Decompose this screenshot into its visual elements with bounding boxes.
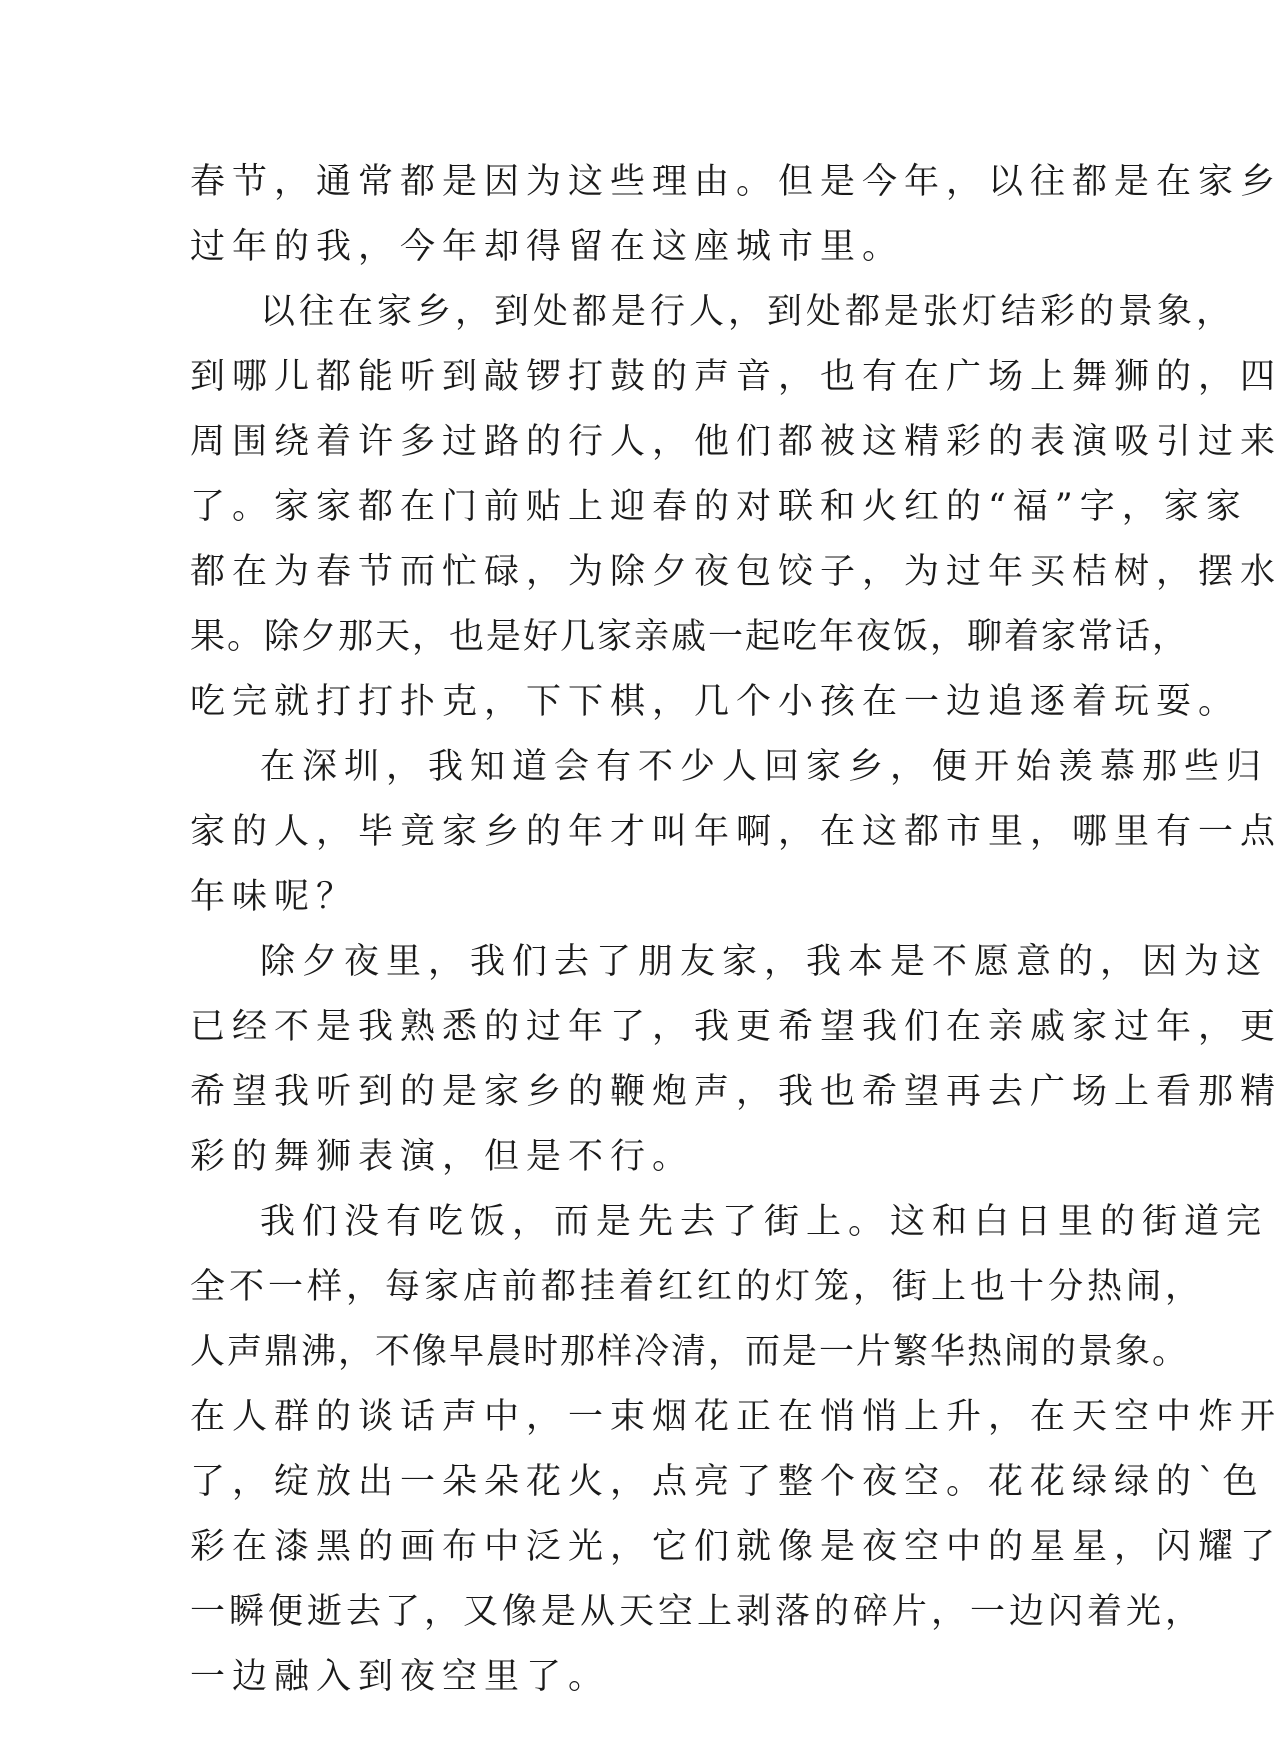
text-line: 了，绽放出一朵朵花火，点亮了整个夜空。花花绿绿的`色 bbox=[190, 1462, 1265, 1502]
text-line: 到哪儿都能听到敲锣打鼓的声音，也有在广场上舞狮的，四 bbox=[190, 357, 1282, 397]
text-line: 已经不是我熟悉的过年了，我更希望我们在亲戚家过年，更 bbox=[190, 1007, 1282, 1047]
text-line: 彩的舞狮表演，但是不行。 bbox=[190, 1137, 695, 1177]
text-line: 了。家家都在门前贴上迎春的对联和火红的“福”字，家家 bbox=[190, 487, 1248, 527]
text-line: 在深圳，我知道会有不少人回家乡，便开始羡慕那些归 bbox=[260, 747, 1269, 787]
paragraph-4 bbox=[190, 930, 1282, 1190]
text-line: 春节，通常都是因为这些理由。但是今年，以往都是在家乡 bbox=[190, 162, 1282, 202]
text-line: 希望我听到的是家乡的鞭炮声，我也希望再去广场上看那精 bbox=[190, 1072, 1282, 1112]
paragraph-3 bbox=[190, 735, 1282, 930]
paragraph-2 bbox=[190, 280, 1282, 735]
text-line: 除夕夜里，我们去了朋友家，我本是不愿意的，因为这 bbox=[260, 942, 1269, 982]
paragraph-5 bbox=[190, 1190, 1282, 1710]
text-line: 全不一样，每家店前都挂着红红的灯笼，街上也十分热闹， bbox=[190, 1267, 1205, 1307]
document-body bbox=[190, 150, 1282, 1710]
text-line: 以往在家乡，到处都是行人，到处都是张灯结彩的景象， bbox=[260, 292, 1236, 332]
text-line: 人声鼎沸，不像早晨时那样冷清，而是一片繁华热闹的景象。 bbox=[190, 1332, 1190, 1372]
paragraph-1 bbox=[190, 150, 1282, 280]
text-line: 吃完就打打扑克，下下棋，几个小孩在一边追逐着玩耍。 bbox=[190, 682, 1241, 722]
text-line: 一边融入到夜空里了。 bbox=[190, 1657, 611, 1697]
text-line: 一瞬便逝去了，又像是从天空上剥落的碎片，一边闪着光， bbox=[190, 1592, 1205, 1632]
text-line: 都在为春节而忙碌，为除夕夜包饺子，为过年买桔树，摆水 bbox=[190, 552, 1282, 592]
text-line: 彩在漆黑的画布中泛光，它们就像是夜空中的星星，闪耀了 bbox=[190, 1527, 1282, 1567]
text-line: 周围绕着许多过路的行人，他们都被这精彩的表演吸引过来 bbox=[190, 422, 1282, 462]
text-line: 果。除夕那天，也是好几家亲戚一起吃年夜饭，聊着家常话， bbox=[190, 617, 1190, 657]
text-line: 家的人，毕竟家乡的年才叫年啊，在这都市里，哪里有一点 bbox=[190, 812, 1282, 852]
text-line: 年味呢？ bbox=[190, 877, 359, 917]
text-line: 过年的我，今年却得留在这座城市里。 bbox=[190, 227, 905, 267]
text-line: 在人群的谈话声中，一束烟花正在悄悄上升，在天空中炸开 bbox=[190, 1397, 1282, 1437]
text-line: 我们没有吃饭，而是先去了街上。这和白日里的街道完 bbox=[260, 1202, 1269, 1242]
